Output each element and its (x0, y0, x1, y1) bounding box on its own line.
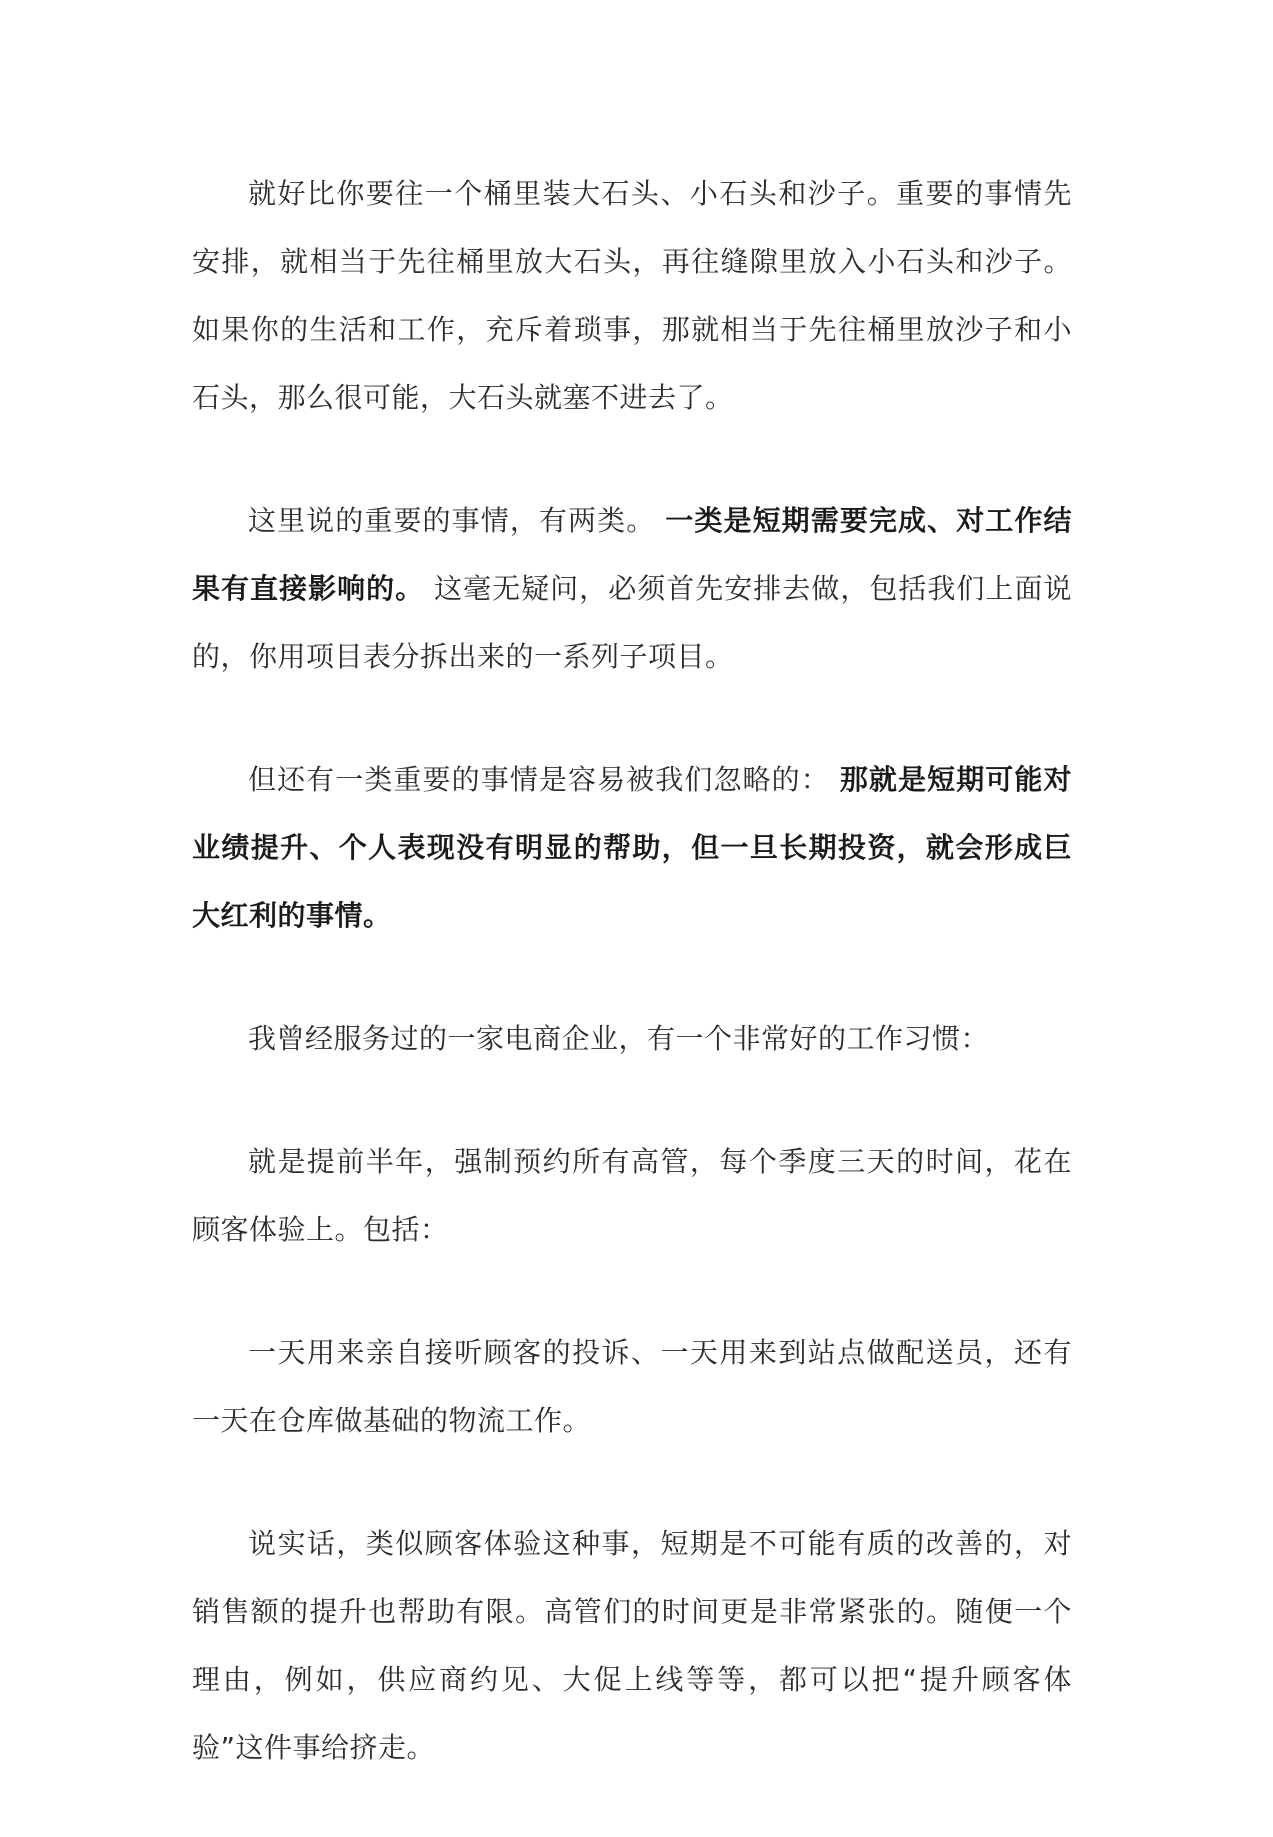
paragraph-text: 一天用来亲自接听顾客的投诉、一天用来到站点做配送员，还有一天在仓库做基础的物流工作。 (192, 1336, 1072, 1437)
paragraph-overlooked-type (192, 746, 1072, 950)
paragraph-text: 但还有一类重要的事情是容易被我们忽略的： (248, 763, 830, 796)
paragraph-honestly (192, 1510, 1072, 1782)
paragraph-text: 这毫无疑问，必须首先安排去做，包括我们上面说的，你用项目表分拆出来的一系列子项目。 (192, 572, 1072, 673)
paragraph-text: 我曾经服务过的一家电商企业，有一个非常好的工作习惯： (248, 1022, 990, 1055)
paragraph-text: 这里说的重要的事情，有两类。 (248, 504, 656, 537)
paragraph-three-days (192, 1319, 1072, 1455)
paragraph-text: 就好比你要往一个桶里装大石头、小石头和沙子。重要的事情先安排，就相当于先往桶里放大石头，再往缝隙里放入小石头和沙子。如果你的生活和工作，充斥着琐事，那就相当于先往桶里放沙子和小石头，那么很可能，大石头就塞不进去了。 (192, 177, 1072, 414)
bold-emphasis: 那就是短期可能对业绩提升、个人表现没有明显的帮助，但一旦长期投资，就会形成巨大红利的事情。 (192, 763, 1072, 932)
paragraph-text: 说实话，类似顾客体验这种事，短期是不可能有质的改善的，对销售额的提升也帮助有限。高管们的时间更是非常紧张的。随便一个理由，例如，供应商约见、大促上线等等，都可以把“提升顾客体验”这件事给挤走。 (192, 1527, 1072, 1764)
paragraph-ecommerce-habit (192, 1005, 1072, 1073)
paragraph-bucket-analogy (192, 160, 1072, 432)
paragraph-two-types (192, 487, 1072, 691)
paragraph-text: 就是提前半年，强制预约所有高管，每个季度三天的时间，花在顾客体验上。包括： (192, 1145, 1072, 1246)
paragraph-schedule (192, 1128, 1072, 1264)
document-page (192, 160, 1072, 1837)
bold-emphasis: 一类是短期需要完成、对工作结果有直接影响的。 (192, 504, 1072, 605)
